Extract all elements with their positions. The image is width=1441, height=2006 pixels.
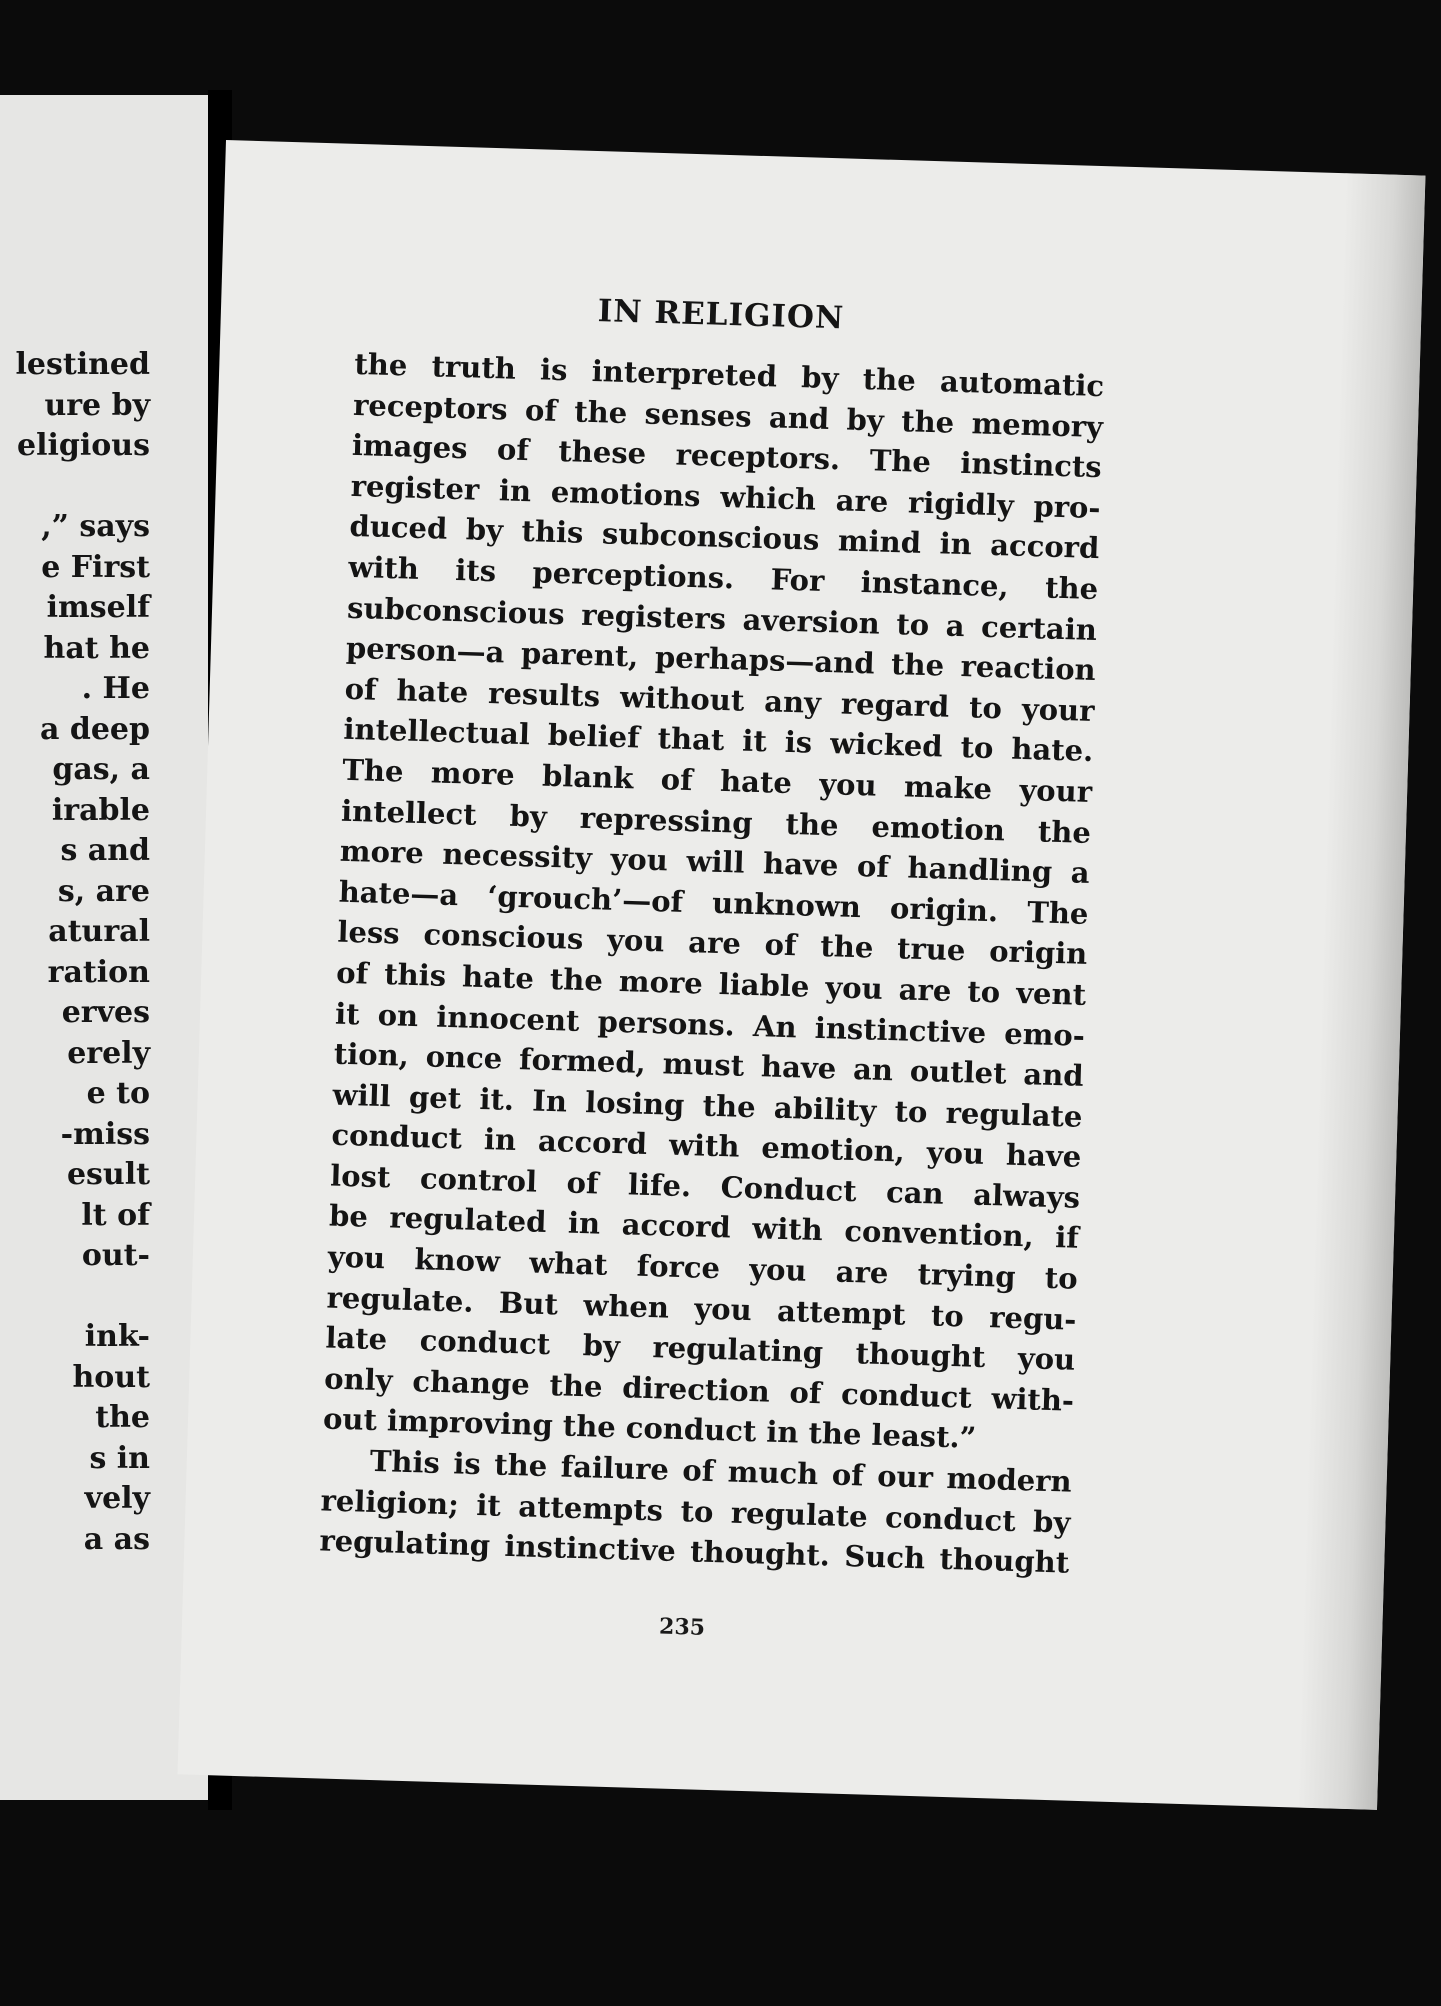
- left-page-line: gas, a: [52, 752, 150, 787]
- left-page-line: s in: [89, 1440, 150, 1476]
- left-page-line: -miss: [60, 1116, 150, 1152]
- left-page-line: esult: [66, 1157, 150, 1192]
- text-line: The more blank of hate you make your: [341, 752, 1093, 809]
- text-line: with its perceptions. For instance, the: [347, 549, 1099, 607]
- left-page-line: ure by: [44, 387, 150, 423]
- text-line: tion, once formed, must have an outlet and: [333, 1036, 1085, 1093]
- text-line: religion; it attempts to regulate conduct by: [320, 1483, 1071, 1540]
- left-page-line: e to: [86, 1076, 150, 1111]
- left-page-line: imself: [46, 590, 150, 625]
- left-page-line: s and: [60, 833, 150, 868]
- text-line: the truth is interpreted by the automatic: [353, 346, 1105, 404]
- text-line: less conscious you are of the true origin: [337, 914, 1088, 972]
- left-page-line: out-: [81, 1238, 150, 1273]
- left-page-line: s, are: [57, 873, 150, 909]
- text-line: of this hate the more liable you are to vent: [335, 955, 1087, 1012]
- text-line: hate—a ‘grouch’—of unknown origin. The: [338, 874, 1089, 931]
- left-page-line: vely: [84, 1481, 150, 1516]
- text-line: regulate. But when you attempt to regu-: [326, 1280, 1077, 1337]
- left-page-line: eligious: [17, 428, 150, 463]
- right-page: [177, 140, 1425, 1810]
- text-line: conduct in accord with emotion, you have: [331, 1117, 1082, 1175]
- text-line: This is the failure of much of our modern: [369, 1443, 1073, 1499]
- text-line: of hate results without any regard to your: [344, 671, 1095, 728]
- left-page-line: irable: [51, 792, 150, 828]
- text-line: duced by this subconscious mind in accord: [349, 509, 1100, 566]
- left-facing-page: [0, 95, 212, 1800]
- left-page-line: atural: [48, 914, 150, 949]
- text-line: intellect by repressing the emotion the: [340, 793, 1092, 850]
- text-line: receptors of the senses and by the memory: [352, 387, 1104, 444]
- left-page-line: erves: [61, 995, 150, 1030]
- left-page-line: ,” says: [41, 509, 150, 544]
- text-line: more necessity you will have of handling a: [339, 833, 1091, 891]
- text-line: register in emotions which are rigidly pro-: [350, 468, 1101, 525]
- text-line: person—a parent, perhaps—and the reaction: [345, 630, 1097, 688]
- left-page-line: e First: [41, 549, 150, 585]
- text-line: only change the direction of conduct with-: [323, 1361, 1075, 1418]
- text-line: you know what force you are trying to: [327, 1239, 1079, 1296]
- left-page-line: a deep: [39, 711, 150, 747]
- left-page-line: . He: [81, 671, 150, 706]
- left-page-line: lt of: [81, 1197, 150, 1233]
- page-number: 235: [658, 1613, 706, 1641]
- left-page-line: ink-: [84, 1319, 150, 1354]
- text-line: lost control of life. Conduct can always: [329, 1158, 1081, 1215]
- text-line: subconscious registers aversion to a certain: [346, 590, 1098, 647]
- text-line: it on innocent persons. An instinctive emo-: [334, 996, 1086, 1053]
- text-line: regulating instinctive thought. Such thought: [318, 1523, 1070, 1580]
- text-line: be regulated in accord with convention, if: [328, 1199, 1080, 1256]
- left-page-line: ration: [47, 954, 150, 990]
- left-page-line: hat he: [43, 630, 150, 666]
- left-page-line: a as: [83, 1521, 150, 1557]
- running-head: IN RELIGION: [597, 293, 845, 337]
- body-text: [319, 344, 1105, 1584]
- text-line: late conduct by regulating thought you: [325, 1320, 1076, 1377]
- text-line: out improving the conduct in the least.”: [322, 1401, 977, 1456]
- page-edge-shading: [1297, 173, 1425, 1810]
- left-page-line: hout: [72, 1359, 150, 1395]
- left-page-line: [0, 467, 150, 508]
- left-page-line: lestined: [15, 347, 150, 382]
- left-page-line: erely: [67, 1035, 150, 1071]
- left-page-line: the: [95, 1400, 150, 1435]
- left-page-text: [0, 345, 150, 1560]
- text-line: images of these receptors. The instincts: [351, 428, 1103, 485]
- text-line: intellectual belief that it is wicked to hate.: [343, 712, 1094, 769]
- left-page-line: [0, 1277, 150, 1318]
- text-line: will get it. In losing the ability to regulate: [332, 1077, 1083, 1134]
